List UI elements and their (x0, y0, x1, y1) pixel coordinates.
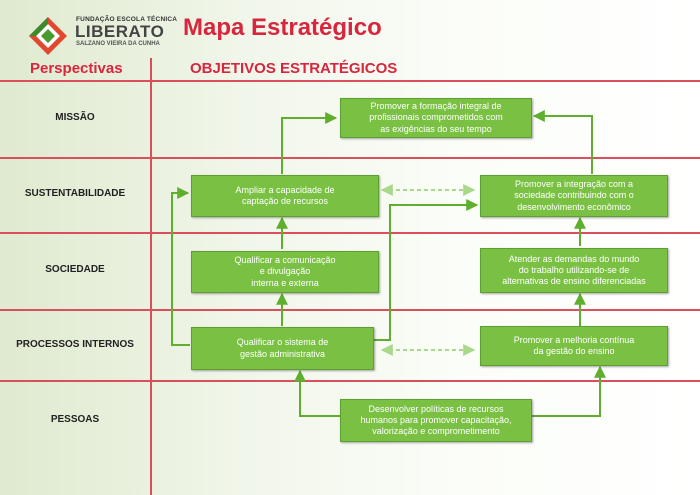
perspective-sociedade: SOCIEDADE (45, 264, 105, 275)
arrow-pessoas-to-melhoria (532, 367, 600, 416)
logo-foundation-text: FUNDAÇÃO ESCOLA TÉCNICA (76, 16, 178, 23)
objective-missao: Promover a formação integral de profissionais comprometidos com as exigências do seu tempo (340, 98, 532, 138)
objective-captacao: Ampliar a capacidade de captação de recursos (191, 175, 379, 217)
objective-gestao-administrativa: Qualificar o sistema de gestão administrativa (191, 327, 374, 370)
objective-demandas: Atender as demandas do mundo do trabalho utilizando-se de alternativas de ensino diferenciadas (480, 248, 668, 293)
arrow-integracao-to-missao (534, 116, 592, 174)
arrow-pessoas-to-gestao-adm (300, 371, 340, 416)
arrow-captacao-to-missao (282, 118, 336, 174)
perspectives-header: Perspectivas (30, 60, 123, 77)
perspective-missao: MISSÃO (55, 112, 95, 123)
objectives-header: OBJETIVOS ESTRATÉGICOS (190, 60, 398, 77)
objective-comunicacao: Qualificar a comunicação e divulgação interna e externa (191, 251, 379, 293)
arrow-gestao-adm-to-integracao (374, 205, 477, 340)
page-title: Mapa Estratégico (183, 14, 382, 41)
objective-melhoria-continua: Promover a melhoria contínua da gestão do ensino (480, 326, 668, 366)
perspective-sustentabilidade: SUSTENTABILIDADE (24, 188, 126, 199)
perspective-processos-internos: PROCESSOS INTERNOS (16, 339, 134, 350)
logo-name: LIBERATO (75, 22, 165, 41)
objective-pessoas: Desenvolver políticas de recursos humanos para promover capacitação, valorização e comprometimento (340, 399, 532, 442)
perspective-pessoas: PESSOAS (50, 414, 100, 425)
logo-subtitle: SALZANO VIEIRA DA CUNHA (76, 41, 160, 47)
arrow-gestao-adm-to-captacao (172, 193, 190, 345)
objective-integracao: Promover a integração com a sociedade contribuindo com o desenvolvimento econômico (480, 175, 668, 217)
